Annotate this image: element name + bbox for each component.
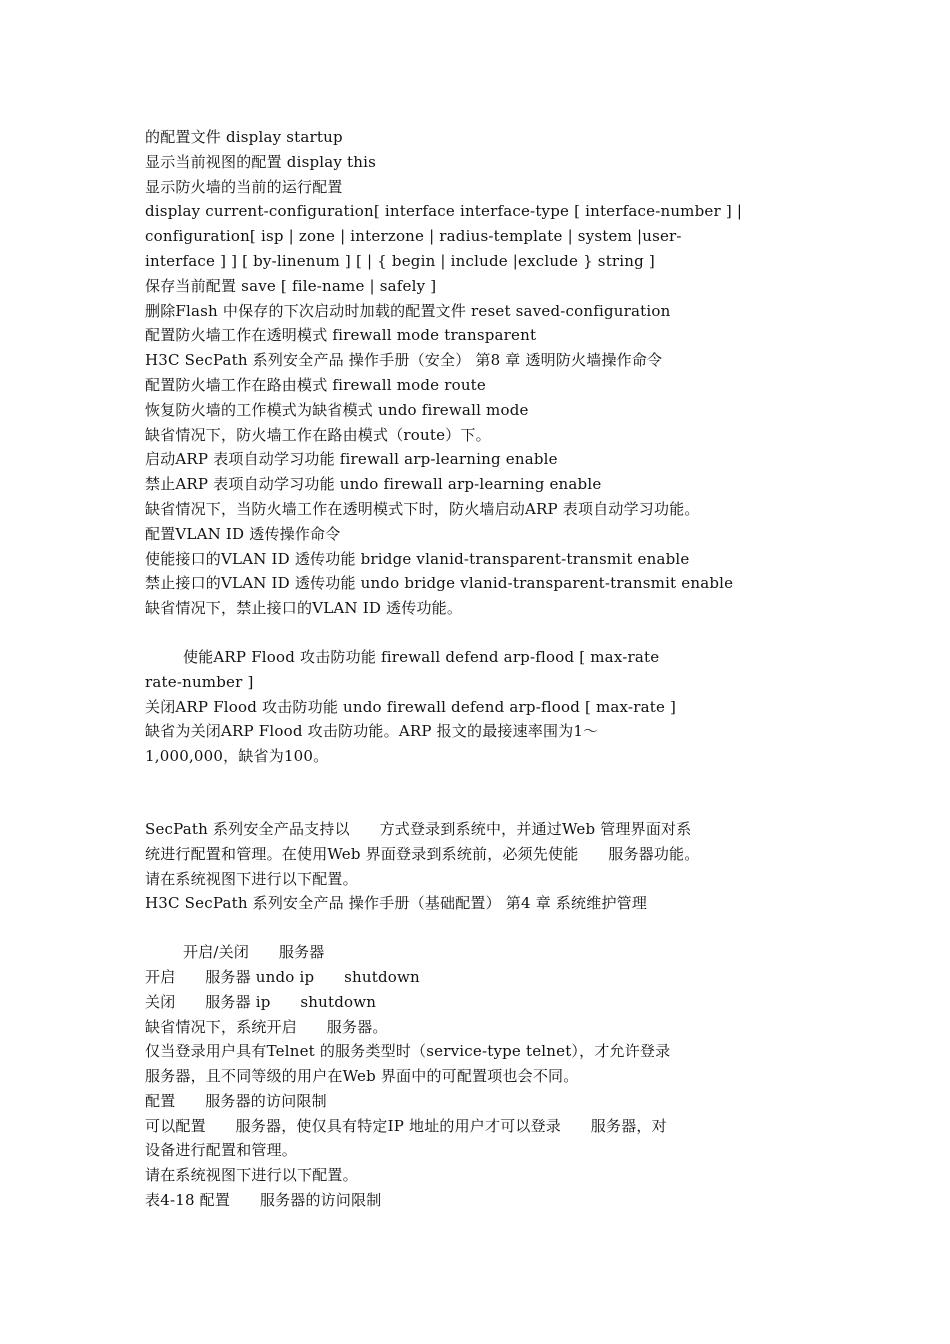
text-line: 缺省情况下，当防火墙工作在透明模式下时，防火墙启动ARP 表项自动学习功能。 <box>145 499 700 518</box>
text-line: 1,000,000，缺省为100。 <box>145 747 329 766</box>
document-body <box>145 125 805 1213</box>
text-line: 使能接口的VLAN ID 透传功能 bridge vlanid-transparent-transmit enable <box>145 549 690 568</box>
text-line: 禁止接口的VLAN ID 透传功能 undo bridge vlanid-transparent-transmit enable <box>145 574 734 593</box>
text-line: H3C SecPath 系列安全产品 操作手册（安全） 第8 章 透明防火墙操作命令 <box>145 351 663 370</box>
section-config-commands <box>145 125 805 621</box>
text-line: 缺省情况下，系统开启 服务器。 <box>145 1017 388 1036</box>
text-line: 禁止ARP 表项自动学习功能 undo firewall arp-learning enable <box>145 475 602 494</box>
paragraph-gap <box>145 621 805 645</box>
text-line: 关闭 服务器 ip shutdown <box>145 992 377 1011</box>
text-line: 配置防火墙工作在透明模式 firewall mode transparent <box>145 326 537 345</box>
text-line: 启动ARP 表项自动学习功能 firewall arp-learning enable <box>145 450 558 469</box>
text-line: 显示当前视图的配置 display this <box>145 152 377 171</box>
text-line: 可以配置 服务器，使仅具有特定IP 地址的用户才可以登录 服务器，对 <box>145 1116 667 1135</box>
text-line: rate-number ] <box>145 672 254 691</box>
text-line: 配置 服务器的访问限制 <box>145 1091 327 1110</box>
text-line: 请在系统视图下进行以下配置。 <box>145 1166 358 1185</box>
text-line: SecPath 系列安全产品支持以 方式登录到系统中，并通过Web 管理界面对系 <box>145 819 692 838</box>
text-line: interface ] ] [ by-linenum ] [ | { begin | include |exclude } string ] <box>145 251 655 270</box>
text-line: 缺省情况下，禁止接口的VLAN ID 透传功能。 <box>145 599 463 618</box>
text-line: 保存当前配置 save [ file-name | safely ] <box>145 276 437 295</box>
text-line: 开启 服务器 undo ip shutdown <box>145 967 420 986</box>
text-line: 删除Flash 中保存的下次启动时加载的配置文件 reset saved-configuration <box>145 301 671 320</box>
text-line: 关闭ARP Flood 攻击防功能 undo firewall defend arp-flood [ max-rate ] <box>145 697 677 716</box>
text-line: 表4-18 配置 服务器的访问限制 <box>145 1191 382 1210</box>
text-line: 设备进行配置和管理。 <box>145 1141 298 1160</box>
text-line: 仅当登录用户具有Telnet 的服务类型时（service-type telnet），才允许登录 <box>145 1042 671 1061</box>
text-line: 使能ARP Flood 攻击防功能 firewall defend arp-flood [ max-rate <box>183 647 660 666</box>
section-server-config <box>145 940 805 1213</box>
text-line: 缺省为关闭ARP Flood 攻击防功能。ARP 报文的最接速率围为1～ <box>145 722 599 741</box>
text-line: 开启/关闭 服务器 <box>183 943 325 962</box>
text-line: 配置防火墙工作在路由模式 firewall mode route <box>145 375 486 394</box>
paragraph-gap <box>145 769 805 817</box>
section-web-login <box>145 817 805 916</box>
text-line: display current-configuration[ interface interface-type [ interface-number ] | <box>145 202 743 221</box>
text-line: 统进行配置和管理。在使用Web 界面登录到系统前，必须先使能 服务器功能。 <box>145 844 700 863</box>
text-line: 请在系统视图下进行以下配置。 <box>145 869 358 888</box>
text-line: 缺省情况下，防火墙工作在路由模式（route）下。 <box>145 425 491 444</box>
paragraph-gap <box>145 916 805 940</box>
section-arp-flood <box>145 645 805 769</box>
text-line: H3C SecPath 系列安全产品 操作手册（基础配置） 第4 章 系统维护管理 <box>145 894 648 913</box>
text-line: configuration[ isp | zone | interzone | radius-template | system |user- <box>145 227 682 246</box>
text-line: 显示防火墙的当前的运行配置 <box>145 177 343 196</box>
text-line: 的配置文件 display startup <box>145 128 343 146</box>
text-line: 配置VLAN ID 透传操作命令 <box>145 524 341 543</box>
text-line: 恢复防火墙的工作模式为缺省模式 undo firewall mode <box>145 400 529 419</box>
text-line: 服务器，且不同等级的用户在Web 界面中的可配置项也会不同。 <box>145 1067 579 1086</box>
